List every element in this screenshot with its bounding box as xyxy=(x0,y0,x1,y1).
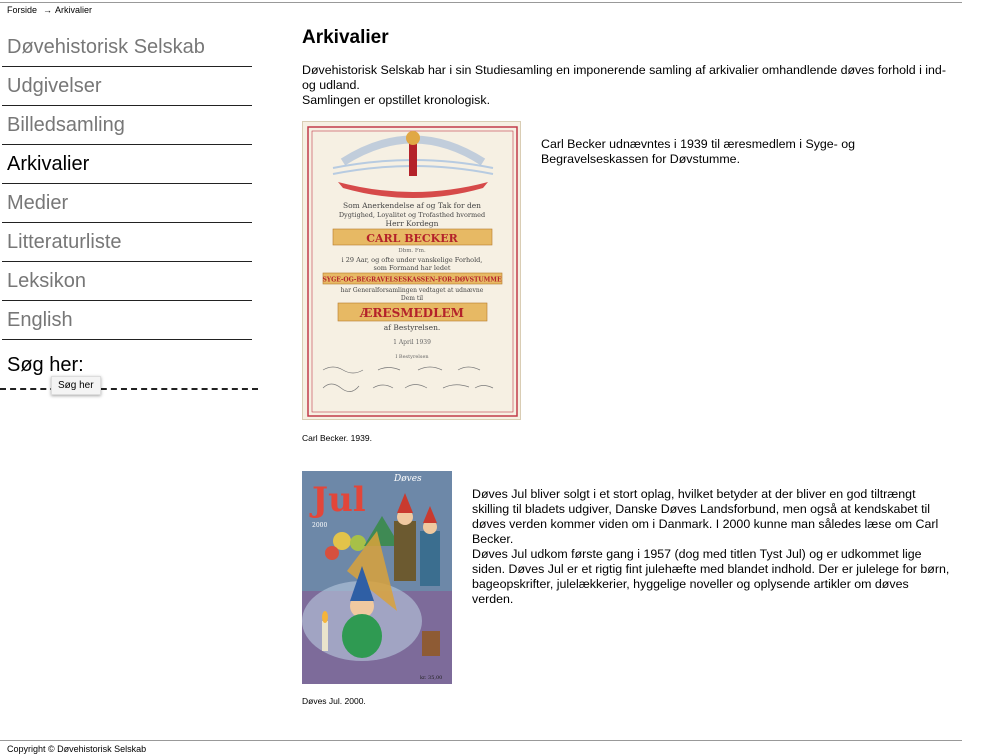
certificate-name: CARL BECKER xyxy=(366,232,458,245)
doeves-jul-illustration xyxy=(302,471,452,684)
intro-text xyxy=(302,63,952,108)
cover-year: 2000 xyxy=(312,522,328,529)
doeves-jul-paragraph-1: Døves Jul bliver solgt i et stort oplag, hvilket betyder at der bliver en god tiltrængt skilling til bladets udgiver, Danske Døves Landsforbund, men også at kendskabet til døves verden kommer viden om i Danmark. I 2000 kunne man således læse om Carl Becker. xyxy=(472,487,939,546)
breadcrumb-current: Arkivalier xyxy=(55,5,93,15)
intro-paragraph: Døvehistorisk Selskab har i sin Studiesamling en imponerende samling af arkivalier omhandlende døves forhold i ind- og udland. xyxy=(302,63,946,92)
certificate-line-4: Dbm. Fm. xyxy=(398,248,426,254)
certificate-board: I Bestyrelsen xyxy=(395,354,429,360)
footer-divider xyxy=(0,740,962,741)
certificate-line-9: af Bestyrelsen. xyxy=(383,323,441,332)
sidebar-item-arkivalier[interactable]: Arkivalier xyxy=(2,145,252,184)
certificate-honor: ÆRESMEDLEM xyxy=(360,306,464,320)
breadcrumb xyxy=(7,5,92,15)
certificate-date: 1 April 1939 xyxy=(393,339,431,346)
certificate-line-5: i 29 Aar, og ofte under vanskelige Forhold, xyxy=(341,256,483,264)
certificate-line-1: Som Anerkendelse af og Tak for den xyxy=(342,201,482,210)
sidebar-item-english[interactable]: English xyxy=(2,301,252,340)
search-tooltip: Søg her xyxy=(51,376,101,395)
certificate-line-7: har Generalforsamlingen vedtaget at udnævne xyxy=(340,287,484,294)
top-divider xyxy=(0,2,962,3)
doeves-jul-paragraph-2: Døves Jul udkom første gang i 1957 (dog med titlen Tyst Jul) og er udkommet lige siden. Døves Jul er et rigtig fint julehæfte med blandet indhold. Der er julelege for børn, bageopskrifter, julelækkerier, hyggelige noveller og oplysende artikler om døves verden. xyxy=(472,547,950,606)
breadcrumb-arrow: → xyxy=(43,5,53,15)
certificate-illustration xyxy=(303,122,521,420)
breadcrumb-home-link[interactable]: Forside xyxy=(7,5,38,15)
sidebar-item-udgivelser[interactable]: Udgivelser xyxy=(2,67,252,106)
certificate-caption: Carl Becker. 1939. xyxy=(302,433,372,443)
footer-copyright: Copyright © Døvehistorisk Selskab xyxy=(7,744,147,754)
cover-brand: Døves xyxy=(394,474,422,484)
search-input[interactable] xyxy=(0,378,258,390)
sidebar-item-billedsamling[interactable]: Billedsamling xyxy=(2,106,252,145)
sidebar-item-litteraturliste[interactable]: Litteraturliste xyxy=(2,223,252,262)
certificate-line-3: Herr Kordegn xyxy=(385,219,439,228)
certificate-image xyxy=(302,121,521,420)
doeves-jul-cover-image xyxy=(302,471,452,684)
certificate-line-6: som Formand har ledet xyxy=(373,264,451,272)
sidebar-item-doevehistorisk-selskab[interactable]: Døvehistorisk Selskab xyxy=(2,28,252,67)
page-title: Arkivalier xyxy=(302,27,389,48)
sidebar-nav xyxy=(2,28,252,340)
certificate-description: Carl Becker udnævntes i 1939 til æresmedlem i Syge- og Begravelseskassen for Døvstumme. xyxy=(541,137,856,166)
doeves-jul-caption: Døves Jul. 2000. xyxy=(302,696,366,706)
cover-price: kr. 35,00 xyxy=(420,675,443,681)
certificate-line-8: Dem til xyxy=(400,295,424,302)
doeves-jul-description xyxy=(472,487,950,607)
sidebar-item-medier[interactable]: Medier xyxy=(2,184,252,223)
certificate-line-2: Dygtighed, Loyalitet og Trofasthed hvormed xyxy=(338,211,486,219)
certificate-org: SYGE-OG-BEGRAVELSESKASSEN-FOR-DØVSTUMME xyxy=(322,276,502,284)
search-label: Søg her: xyxy=(7,354,84,376)
intro-note: Samlingen er opstillet kronologisk. xyxy=(302,93,491,107)
sidebar-item-leksikon[interactable]: Leksikon xyxy=(2,262,252,301)
cover-title: Jul xyxy=(312,480,366,520)
